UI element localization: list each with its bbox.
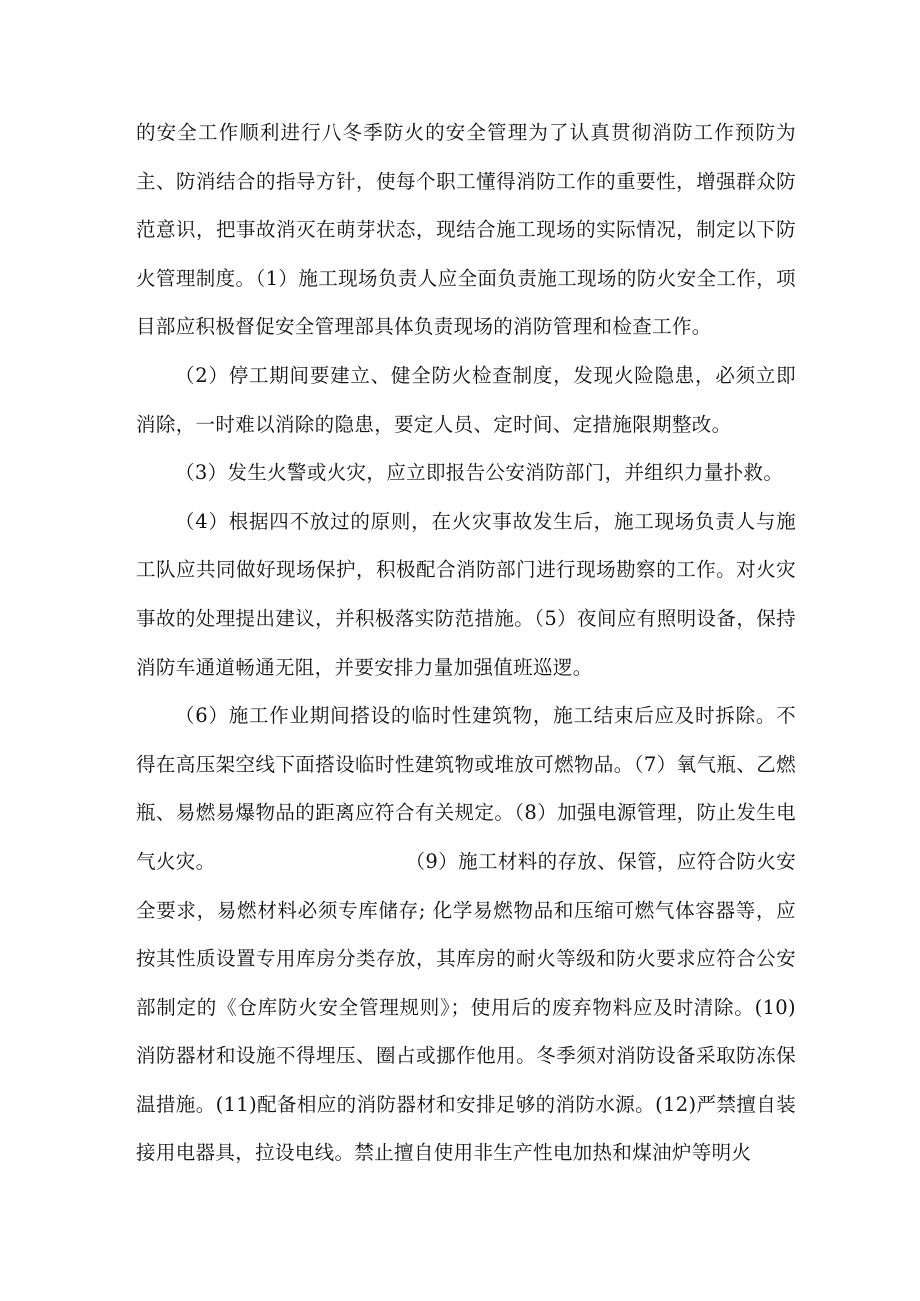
document-page [136, 109, 796, 1178]
paragraph-item-2: （2）停工期间要建立、健全防火检查制度，发现火险隐患，必须立即消除，一时难以消除的隐患，要定人员、定时间、定措施限期整改。 [136, 363, 796, 436]
paragraph-item-4-5: （4）根据四不放过的原则，在火灾事故发生后，施工现场负责人与施工队应共同做好现场保护，积极配合消防部门进行现场勘察的工作。对火灾事故的处理提出建议，并积极落实防范措施。（5）夜间应有照明设备，保持消防车通道畅通无阻，并要安排力量加强值班巡逻。 [136, 509, 796, 679]
paragraph-item-9-12-text: （9）施工材料的存放、保管，应符合防火安全要求，易燃材料必须专库储存; 化学易燃物品和压缩可燃气体容器等，应按其性质设置专用库房分类存放，其库房的耐火等级和防火要求应符合公安部制定的《仓库防火安全管理规则》；使用后的废弃物料应及时清除。(10)消防器材和设施不得埋压、圈占或挪作他用。冬季须对消防设备采取防冻保温措施。(11)配备相应的消防器材和安排足够的消防水源。(12)严禁擅自装接用电器具，拉设电线。禁止擅自使用非生产性电加热和煤油炉等明火 [136, 849, 796, 1165]
paragraph-item-3: （3）发生火警或火灾，应立即报告公安消防部门，并组织力量扑救。 [175, 461, 784, 485]
paragraph-item-6-8-text: （6）施工作业期间搭设的临时性建筑物，施工结束后应及时拆除。不得在高压架空线下面搭设临时性建筑物或堆放可燃物品。（7）氧气瓶、乙燃瓶、易燃易爆物品的距离应符合有关规定。（8）加强电源管理，防止发生电气火灾。 [136, 704, 796, 873]
paragraph-item-6-12 [136, 692, 796, 1178]
paragraph-fire-safety-intro: 的安全工作顺利进行八冬季防火的安全管理为了认真贯彻消防工作预防为主、防消结合的指导方针，使每个职工懂得消防工作的重要性，增强群众防范意识，把事故消灭在萌芽状态，现结合施工现场的实际情况，制定以下防火管理制度。（1）施工现场负责人应全面负责施工现场的防火安全工作，项目部应积极督促安全管理部具体负责现场的消防管理和检查工作。 [136, 121, 796, 339]
